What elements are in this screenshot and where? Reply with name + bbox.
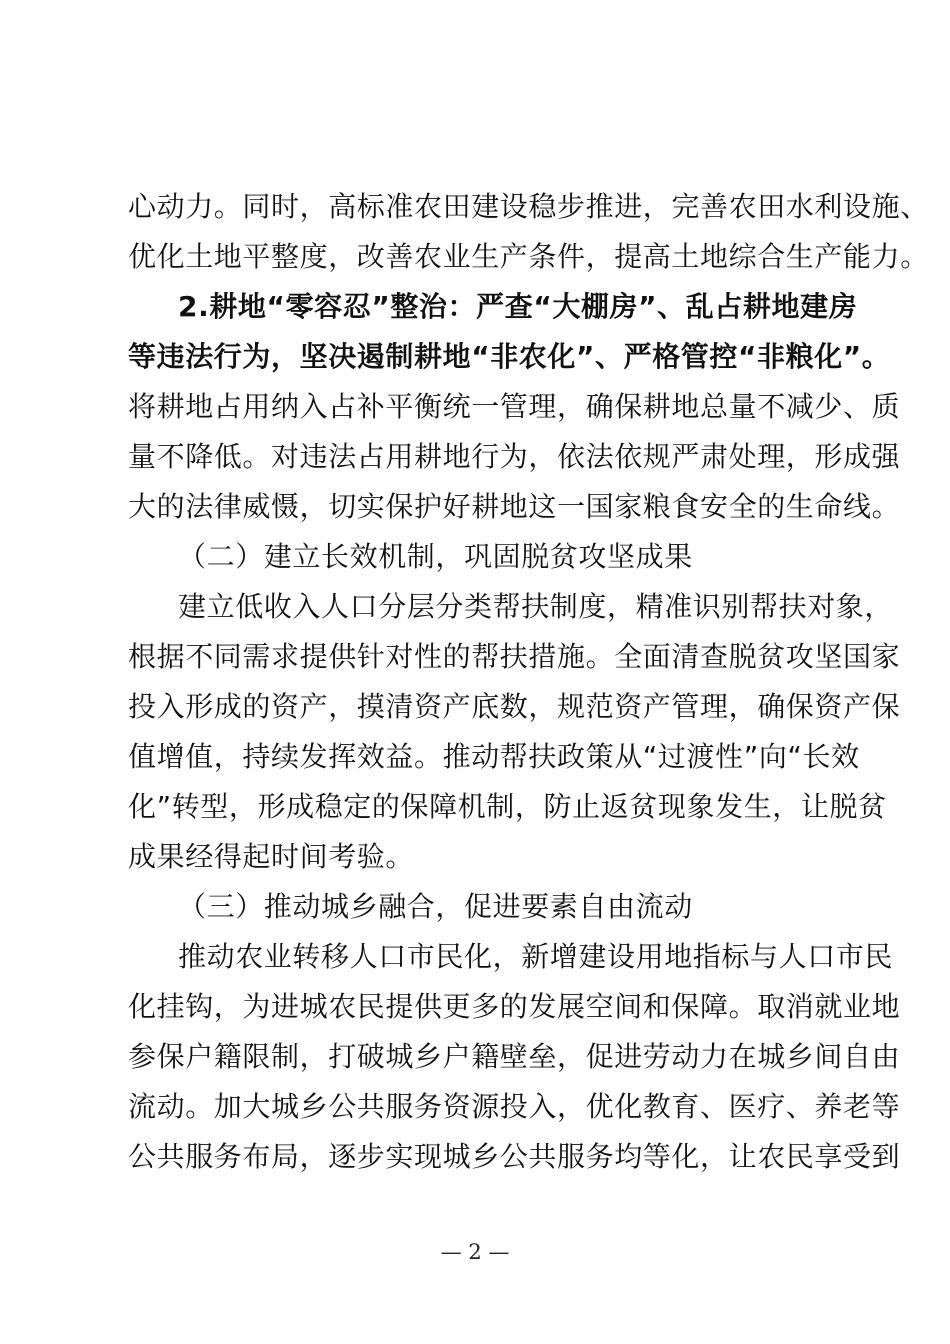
body-text-line: 化”转型，形成稳定的保障机制，防止返贫现象发生，让脱贫 — [128, 790, 887, 823]
bold-heading-line: 2.耕地“零容忍”整治：严查“大棚房”、乱占耕地建房 — [178, 290, 858, 323]
bold-heading-line: 等违法行为，坚决遏制耕地“非农化”、严格管控“非粮化”。 — [128, 340, 891, 373]
section-heading: （三）推动城乡融合，促进要素自由流动 — [178, 890, 693, 923]
body-text-line: 流动。加大城乡公共服务资源投入，优化教育、医疗、养老等 — [128, 1090, 901, 1123]
section-heading: （二）建立长效机制，巩固脱贫攻坚成果 — [178, 540, 693, 573]
body-text-line: 根据不同需求提供针对性的帮扶措施。全面清查脱贫攻坚国家 — [128, 640, 901, 673]
body-text-line: 大的法律威慑，切实保护好耕地这一国家粮食安全的生命线。 — [128, 490, 901, 523]
body-text-line: 建立低收入人口分层分类帮扶制度，精准识别帮扶对象， — [178, 590, 894, 623]
body-text-line: 心动力。同时，高标准农田建设稳步推进，完善农田水利设施、 — [128, 190, 929, 223]
body-text-line: 量不降低。对违法占用耕地行为，依法依规严肃处理，形成强 — [128, 440, 901, 473]
body-text-line: 将耕地占用纳入占补平衡统一管理，确保耕地总量不减少、质 — [128, 390, 901, 423]
body-text-line: 投入形成的资产，摸清资产底数，规范资产管理，确保资产保 — [128, 690, 901, 723]
body-text-line: 参保户籍限制，打破城乡户籍壁垒，促进劳动力在城乡间自由 — [128, 1040, 901, 1073]
body-text-line: 优化土地平整度，改善农业生产条件，提高土地综合生产能力。 — [128, 240, 929, 273]
body-text-line: 公共服务布局，逐步实现城乡公共服务均等化，让农民享受到 — [128, 1140, 901, 1173]
body-text-line: 值增值，持续发挥效益。推动帮扶政策从“过渡性”向“长效 — [128, 740, 860, 773]
page-number: — 2 — — [440, 1240, 510, 1264]
body-text-line: 推动农业转移人口市民化，新增建设用地指标与人口市民 — [178, 940, 894, 973]
body-text-line: 成果经得起时间考验。 — [128, 840, 415, 873]
body-text-line: 化挂钩，为进城农民提供更多的发展空间和保障。取消就业地 — [128, 990, 901, 1023]
